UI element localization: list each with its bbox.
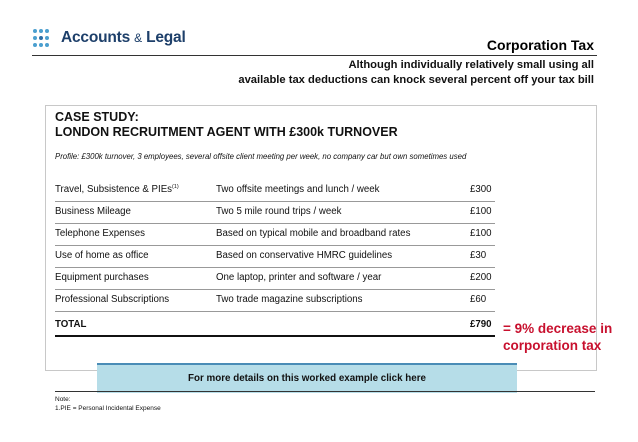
expense-item: Professional Subscriptions: [55, 294, 170, 305]
slide-subtitle: Although individually relatively small using all available tax deductions can knock several percent off your tax bill: [238, 59, 594, 86]
expense-amount: £300: [470, 184, 492, 195]
total-amount: £790: [470, 319, 492, 330]
case-profile: Profile: £300k turnover, 3 employees, several offsite client meeting per week, no company car but own sometimes used: [55, 152, 467, 161]
expense-item: Travel, Subsistence & PIEs$^{(1)}$: [55, 184, 179, 195]
slide-title: Corporation Tax: [486, 37, 594, 53]
case-study-title: LONDON RECRUITMENT AGENT WITH £300k TURNOVER: [55, 125, 398, 139]
total-label: TOTAL: [55, 319, 87, 330]
expense-amount: £60: [470, 294, 487, 305]
tax-decrease-callout: = 9% decrease in corporation tax: [503, 321, 613, 353]
logo-dots-icon: [33, 27, 55, 49]
total-row: [55, 314, 495, 336]
expense-description: One laptop, printer and software / year: [216, 272, 382, 283]
expense-description: Based on typical mobile and broadband rates: [216, 228, 411, 239]
table-row: [55, 179, 495, 202]
logo-text: Accounts & Legal: [61, 29, 186, 46]
expense-item: Equipment purchases: [55, 272, 149, 283]
table-row: [55, 223, 495, 246]
worked-example-link[interactable]: For more details on this worked example click here: [97, 363, 517, 393]
expense-amount: £100: [470, 206, 492, 217]
expense-description: Two offsite meetings and lunch / week: [216, 184, 380, 195]
expense-item: Telephone Expenses: [55, 228, 145, 239]
table-row: [55, 201, 495, 224]
table-row: [55, 245, 495, 268]
case-study-heading: CASE STUDY:: [55, 110, 139, 124]
footnote: Note: 1.PIE = Personal Incidental Expense: [55, 396, 161, 412]
company-logo: [33, 26, 186, 50]
expense-amount: £100: [470, 228, 492, 239]
footnote-marker: (1): [172, 184, 179, 190]
footer-divider: [55, 391, 595, 392]
expense-item: Business Mileage: [55, 206, 131, 217]
table-row: [55, 267, 495, 290]
header-divider: [32, 55, 597, 56]
expense-description: Based on conservative HMRC guidelines: [216, 250, 393, 261]
expense-description: Two 5 mile round trips / week: [216, 206, 342, 217]
table-row: [55, 289, 495, 312]
expense-item: Use of home as office: [55, 250, 149, 261]
expense-description: Two trade magazine subscriptions: [216, 294, 363, 305]
expense-amount: £200: [470, 272, 492, 283]
expense-amount: £30: [470, 250, 487, 261]
